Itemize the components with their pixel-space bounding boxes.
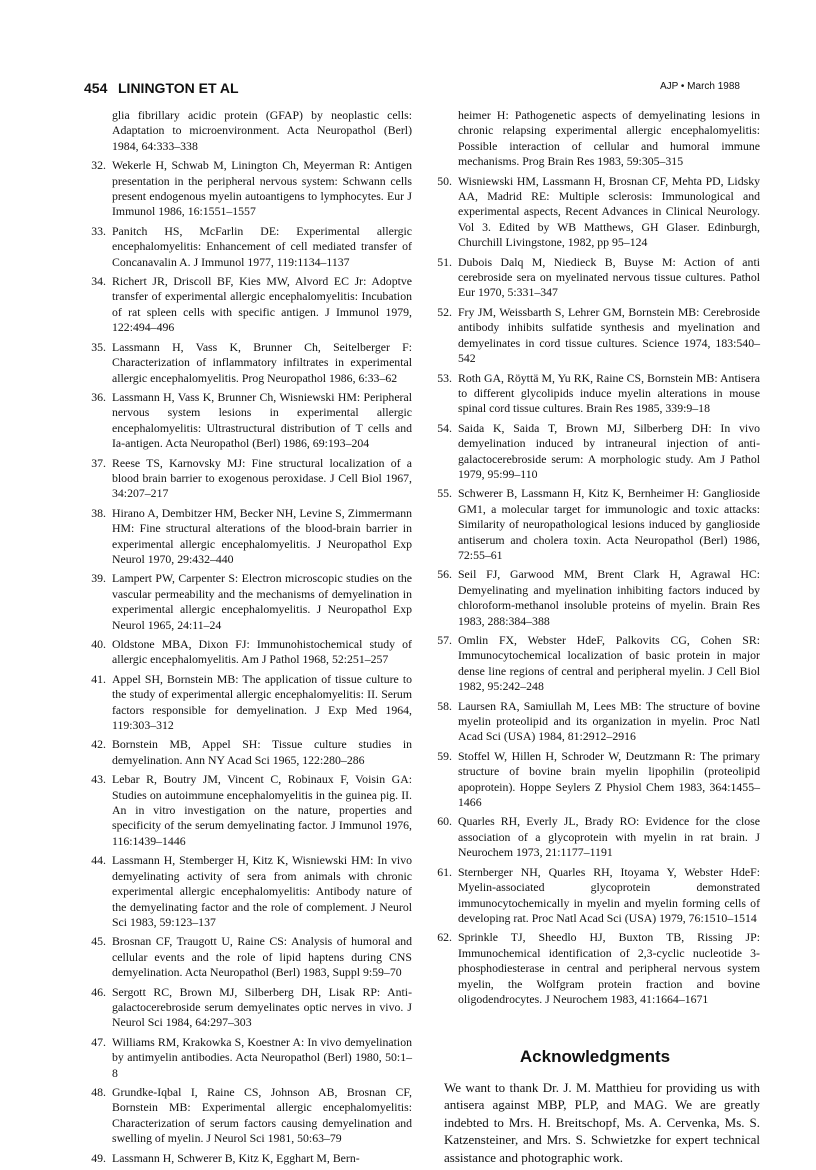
reference-number: 32. [91,158,106,173]
reference-text: Hirano A, Dembitzer HM, Becker NH, Levine S, Zimmermann HM: Fine structural alterations of the blood-brain barrier in experimental allergic encephalomyelitis. J Neuropathol Exp Neurol 1970, 29:432–440 [112,505,412,566]
reference-text: Lassmann H, Vass K, Brunner Ch, Wisniewski HM: Peripheral nervous system lesions in experimental allergic encephalomyelitis: Ultrastructural distribution of T cells and Ia-antigen. Acta Neuropathol (Berl) 1986, 69:193–204 [112,389,412,451]
reference-item [84,390,412,452]
reference-number: 49. [91,1150,106,1165]
reference-text: Wisniewski HM, Lassmann H, Brosnan CF, Mehta PD, Lidsky AA, Madrid RE: Multiple sclerosis: Immunological and experimental aspects, Recent Advances in Clinical Neurology. Vol 3. Edited by WB Matthews, GH Glaser. Edinburgh, Churchill Livingstone, 1982, pp 95–124 [458,173,760,250]
reference-item [84,1035,412,1081]
reference-continuation: glia fibrillary acidic protein (GFAP) by neoplastic cells: Adaptation to microenvironment. Acta Neuropathol (Berl) 1984, 64:333–338 [112,108,412,153]
reference-text: Richert JR, Driscoll BF, Kies MW, Alvord EC Jr: Adoptve transfer of experimental allergic encephalomyelitis: Incubation of rat spleen cells with specific antigen. J Immunol 1979, 122:494–496 [112,274,412,335]
reference-text: Laursen RA, Samiullah M, Lees MB: The structure of bovine myelin proteolipid and its organization in myelin. Proc Natl Acad Sci (USA) 1984, 81:2912–2916 [458,698,760,744]
reference-number: 42. [91,737,106,752]
reference-number: 39. [91,571,106,586]
reference-text: Brosnan CF, Traugott U, Raine CS: Analysis of humoral and cellular events and the role of lipid haptens during CNS demyelination. Acta Neuropathol (Berl) 1983, Suppl 9:59–70 [112,934,412,980]
reference-item [84,571,412,633]
left-column [84,108,412,1170]
reference-item [430,255,760,301]
reference-text: Reese TS, Karnovsky MJ: Fine structural localization of a blood brain barrier to exogenous peroxidase. J Cell Biol 1967, 34:207–217 [112,455,412,501]
reference-number: 40. [91,637,106,651]
reference-text: Wekerle H, Schwab M, Linington Ch, Meyerman R: Antigen presentation in the peripheral nervous system: Schwann cells present endogenous myelin autoantigens to lymphocytes. Eur J Immunol 1986, 16:1551–1557 [112,158,412,219]
reference-text: Sternberger NH, Quarles RH, Itoyama Y, Webster HdeF: Myelin-associated glycoprotein demonstrated immunocytochemically in myelin and myelin forming cells of developing rat. Proc Natl Acad Sci (USA) 1979, 76:1510–1514 [458,864,760,925]
reference-text: Lassmann H, Schwerer B, Kitz K, Egghart M, Bern- [112,1150,360,1165]
reference-item [84,637,412,668]
reference-number: 55. [437,486,452,501]
running-head: LININGTON ET AL [118,80,239,96]
reference-number: 34. [91,274,106,289]
reference-number: 56. [437,567,452,582]
reference-text: Lampert PW, Carpenter S: Electron microscopic studies on the vascular permeability and the mechanisms of demyelination in experimental allergic encephalomyelitis. J Neuropathol Exp Neurol 1965, 24:11–24 [112,571,412,632]
reference-item [430,633,760,695]
reference-text: Bornstein MB, Appel SH: Tissue culture studies in demyelination. Ann NY Acad Sci 1965, 122:280–286 [112,737,412,767]
reference-text: Sergott RC, Brown MJ, Silberberg DH, Lisak RP: Anti-galactocerebroside serum demyelinates optic nerves in vivo. J Neurol Sci 1984, 64:297–303 [112,984,412,1030]
reference-number: 60. [437,814,452,829]
reference-list-right [430,174,760,1008]
acknowledgments-text: We want to thank Dr. J. M. Matthieu for providing us with antisera against MBP, PLP, and MAG. We are greatly indebted to Mrs. H. Breitschopf, Ms. A. Cervenka, Ms. S. Katzensteiner, and Mrs. S. Schwietzke for expert technical assistance and photographic work. [444,1079,760,1165]
page-header [84,80,740,100]
reference-item [430,814,760,860]
reference-list-left [84,158,412,1166]
reference-number: 37. [91,455,106,470]
reference-text: Sprinkle TJ, Sheedlo HJ, Buxton TB, Rissing JP: Immunochemical identification of 2,3-cyclic nucleotide 3-phosphodiesterase in central and peripheral nervous system myelin, the Wolfgram protein fraction and bovine oligodendrocytes. J Neurochem 1983, 41:1664–1671 [458,930,760,1006]
journal-info: AJP • March 1988 [659,81,740,92]
reference-text: Fry JM, Weissbarth S, Lehrer GM, Bornstein MB: Cerebroside antibody inhibits sulfatide synthesis and myelination and demyelinates in cord tissue cultures. Science 1974, 183:540–542 [458,304,760,366]
reference-item [84,672,412,734]
reference-text: Roth GA, Röyttä M, Yu RK, Raine CS, Bornstein MB: Antisera to different glycolipids induce myelin alterations in mouse spinal cord tissue cultures. Brain Res 1985, 339:9–18 [458,370,760,416]
reference-number: 50. [437,173,452,188]
reference-item [84,737,412,768]
reference-text: Grundke-Iqbal I, Raine CS, Johnson AB, Brosnan CF, Bornstein MB: Experimental allergic encephalomyelitis: Characterization of serum factors causing demyelination and swelling of myelin. J Neurol Sci 1981, 50:63–79 [112,1084,412,1146]
reference-text: Oldstone MBA, Dixon FJ: Immunohistochemical study of allergic encephalomyelitis. Am J Pathol 1968, 52:251–257 [112,637,412,667]
reference-item [84,934,412,980]
reference-number: 45. [91,934,106,949]
reference-number: 53. [437,370,452,385]
reference-number: 44. [91,853,106,868]
reference-item [84,1151,412,1166]
reference-text: Quarles RH, Everly JL, Brady RO: Evidence for the close association of a glycoprotein with myelin in rat brain. J Neurochem 1973, 21:1177–1191 [458,814,760,860]
reference-text: Lassmann H, Stemberger H, Kitz K, Wisniewski HM: In vivo demyelinating activity of sera from animals with chronic experimental allergic encephalomyelitis: Antibody nature of the demyelinating factor and the role of complement. J Neurol Sci 1983, 59:123–137 [112,853,412,929]
reference-number: 47. [91,1034,106,1049]
reference-text: Lassmann H, Vass K, Brunner Ch, Seitelberger F: Characterization of inflammatory infiltrates in experimental allergic encephalomyelitis. Prog Neuropathol 1986, 6:33–62 [112,339,412,385]
reference-item [430,699,760,745]
reference-number: 43. [91,772,106,787]
reference-item [430,371,760,417]
reference-item [84,506,412,568]
reference-item [430,421,760,483]
right-column [430,108,760,1166]
acknowledgments-heading: Acknowledgments [519,1047,671,1067]
reference-number: 51. [437,254,452,269]
reference-text: Appel SH, Bornstein MB: The application of tissue culture to the study of experimental allergic encephalomyelitis: II. Serum factors responsible for demyelination. J Exp Med 1964, 119:303–312 [112,671,412,733]
reference-text: Saida K, Saida T, Brown MJ, Silberberg DH: In vivo demyelination induced by intraneural injection of anti-galactocerebroside serum: A morphologic study. Am J Pathol 1979, 95:99–110 [458,420,760,481]
reference-text: Williams RM, Krakowka S, Koestner A: In vivo demyelination by antimyelin antibodies. Acta Neuropathol (Berl) 1980, 50:1–8 [112,1034,412,1080]
reference-item [84,274,412,336]
reference-text: Seil FJ, Garwood MM, Brent Clark H, Agrawal HC: Demyelinating and myelination inhibiting factors induced by chloroform-methanol insoluble proteins of myelin. Brain Res 1983, 288:384–388 [458,567,760,628]
reference-number: 36. [91,389,106,404]
reference-number: 35. [91,339,106,354]
reference-item [84,772,412,849]
reference-text: Lebar R, Boutry JM, Vincent C, Robinaux F, Voisin GA: Studies on autoimmune encephalomyelitis in the guinea pig. II. An in vitro investigation on the nature, properties and specificity of the serum demyelinating factor. J Immunol 1976, 116:1439–1446 [112,772,412,848]
reference-item [430,174,760,251]
reference-number: 48. [91,1084,106,1099]
reference-text: Panitch HS, McFarlin DE: Experimental allergic encephalomyelitis: Enhancement of cell mediated transfer of Concanavalin A. J Immunol 1977, 119:1134–1137 [112,223,412,269]
reference-number: 62. [437,930,452,945]
reference-number: 57. [437,633,452,647]
reference-text: Stoffel W, Hillen H, Schroder W, Deutzmann R: The primary structure of bovine brain myelin lipophilin (proteolipid apoprotein). Hoppe Seylers Z Physiol Chem 1983, 364:1455–1466 [458,748,760,810]
reference-item [84,985,412,1031]
reference-text: Omlin FX, Webster HdeF, Palkovits CG, Cohen SR: Immunocytochemical localization of basic protein in major dense line regions of central and peripheral myelin. J Cell Biol 1982, 95:242–248 [458,633,760,694]
reference-item [84,224,412,270]
reference-number: 58. [437,698,452,713]
reference-item [430,305,760,367]
reference-text: Dubois Dalq M, Niedieck B, Buyse M: Action of anti cerebroside sera on myelinated nervous tissue cultures. Pathol Eur 1970, 5:331–347 [458,254,760,300]
reference-item [430,930,760,1007]
reference-item [430,749,760,811]
reference-continuation: heimer H: Pathogenetic aspects of demyelinating lesions in chronic relapsing experimental allergic encephalomyelitis: Possible interaction of cellular and humoral immune mechanisms. Prog Brain Res 1983, 59:305–315 [458,108,760,169]
page-number: 454 [84,80,108,96]
reference-number: 52. [437,304,452,319]
reference-item [430,567,760,629]
reference-item [430,486,760,563]
reference-item [84,1085,412,1147]
reference-number: 59. [437,748,452,763]
reference-number: 33. [91,223,106,238]
reference-number: 38. [91,505,106,520]
reference-item [84,853,412,930]
reference-number: 54. [437,420,452,435]
reference-text: Schwerer B, Lassmann H, Kitz K, Bernheimer H: Ganglioside GM1, a molecular target for immunologic and toxic attacks: Similarity of neuropathological lesions induced by ganglioside antiserum and cholera toxin. Acta Neuropathol (Berl) 1986, 72:55–61 [458,486,760,562]
reference-number: 61. [437,864,452,879]
reference-item [84,158,412,220]
reference-item [84,340,412,386]
reference-number: 41. [91,671,106,686]
reference-number: 46. [91,984,106,999]
reference-item [84,456,412,502]
reference-item [430,865,760,927]
